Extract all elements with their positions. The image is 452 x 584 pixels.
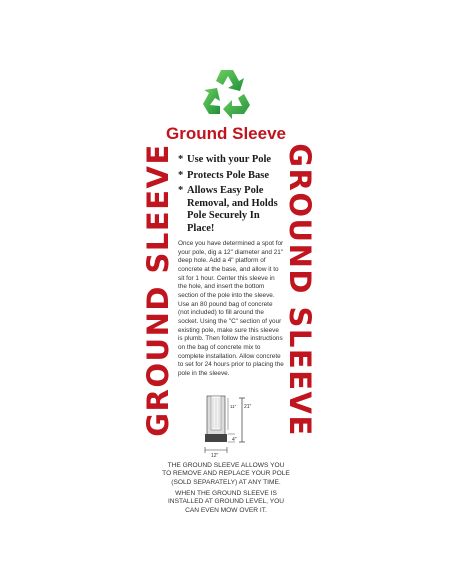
installation-instructions: Once you have determined a spot for your pole, dig a 12" diameter and 21" deep hole. Add a 4" platform of concrete at the base, and allow it to sit for 1 hour. Center this sleeve in the hole, and insert the bottom section of the pole into the sleeve. Use an 80 pound bag of concrete (not included) to fill around the socket. Using the "C" section of your existing pole, make sure this sleeve is plumb. Then follow the instructions on the bag of concrete mix to complete installation. Allow concrete to set for 24 hours prior to placing the pole in the sleeve. bbox=[178, 240, 284, 377]
product-title: Ground Sleeve bbox=[166, 124, 286, 143]
footer-line: INSTALLED AT GROUND LEVEL, YOU bbox=[167, 498, 285, 506]
depth-label: 21" bbox=[244, 404, 252, 410]
feature-list bbox=[178, 154, 286, 238]
sleeve-diagram bbox=[195, 394, 261, 458]
footer-line: THE GROUND SLEEVE ALLOWS YOU bbox=[167, 462, 285, 469]
side-label-left bbox=[140, 143, 176, 437]
inner-depth-label: 11" bbox=[230, 404, 237, 409]
feature-item: * Allows Easy Pole Removal, and Holds Pole Securely In Place! bbox=[178, 185, 286, 235]
recycle-icon bbox=[199, 64, 255, 120]
width-label: 12" bbox=[211, 453, 219, 458]
footer-note-2 bbox=[0, 490, 452, 515]
footer-line: CAN EVEN MOW OVER IT. bbox=[185, 506, 267, 514]
feature-item: * Protects Pole Base bbox=[178, 170, 286, 183]
footer-line: TO REMOVE AND REPLACE YOUR POLE bbox=[162, 470, 290, 478]
footer-line: (SOLD SEPARATELY) AT ANY TIME. bbox=[171, 478, 281, 486]
side-label-right-text: GROUND SLEEVE bbox=[283, 143, 317, 437]
side-label-left-text: GROUND SLEEVE bbox=[141, 143, 175, 437]
side-label-right bbox=[282, 143, 318, 437]
footer-note-1 bbox=[0, 462, 452, 487]
feature-item: * Use with your Pole bbox=[178, 154, 286, 167]
footer-line: WHEN THE GROUND SLEEVE IS bbox=[175, 490, 277, 497]
base-label: 4" bbox=[232, 437, 237, 443]
